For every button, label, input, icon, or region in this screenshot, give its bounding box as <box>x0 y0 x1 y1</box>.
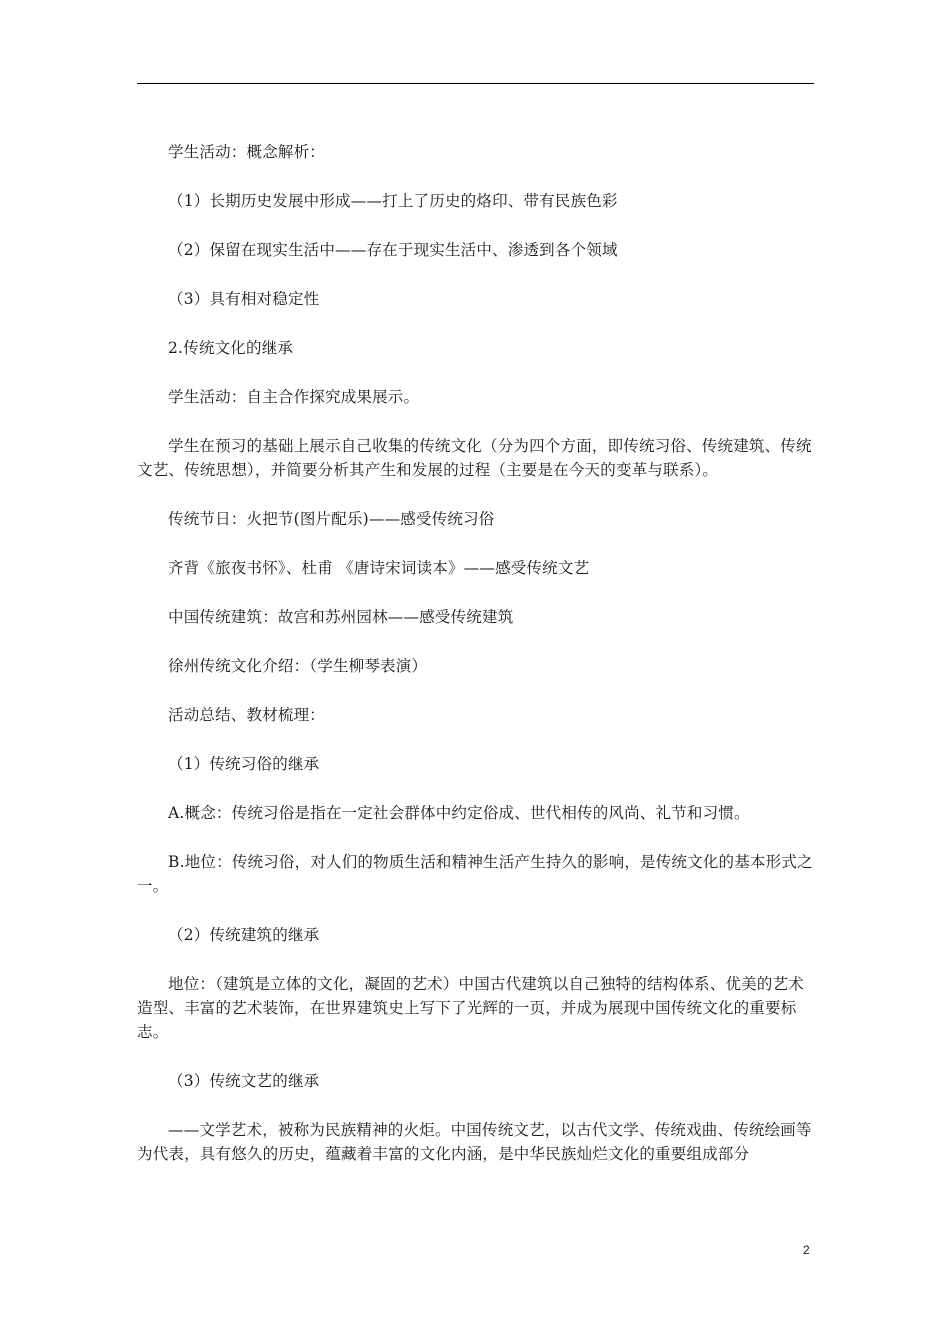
paragraph: 学生在预习的基础上展示自己收集的传统文化（分为四个方面，即传统习俗、传统建筑、传统文艺、传统思想），并简要分析其产生和发展的过程（主要是在今天的变革与联系）。 <box>137 437 812 479</box>
document-body <box>137 140 817 1191</box>
subsection-heading: （2）传统建筑的继承 <box>168 926 320 944</box>
subsection-heading: （3）传统文艺的继承 <box>168 1072 320 1090</box>
paragraph: 齐背《旅夜书怀》、杜甫 《唐诗宋词读本》——感受传统文艺 <box>168 559 590 577</box>
paragraph: （2）保留在现实生活中——存在于现实生活中、渗透到各个领域 <box>168 241 618 259</box>
paragraph: ——文学艺术，被称为民族精神的火炬。中国传统文艺，以古代文学、传统戏曲、传统绘画等为代表，具有悠久的历史，蕴藏着丰富的文化内涵，是中华民族灿烂文化的重要组成部分 <box>137 1121 812 1163</box>
paragraph: 活动总结、教材梳理： <box>168 706 326 724</box>
paragraph: 学生活动：概念解析： <box>168 143 326 161</box>
paragraph: A.概念：传统习俗是指在一定社会群体中约定俗成、世代相传的风尚、礼节和习惯。 <box>168 804 750 822</box>
paragraph: 中国传统建筑：故宫和苏州园林——感受传统建筑 <box>168 608 514 626</box>
paragraph: 徐州传统文化介绍：（学生柳琴表演） <box>168 657 428 675</box>
paragraph: 学生活动：自主合作探究成果展示。 <box>168 388 420 406</box>
paragraph: （1）长期历史发展中形成——打上了历史的烙印、带有民族色彩 <box>168 192 618 210</box>
page-number: 2 <box>803 1243 810 1257</box>
paragraph: B.地位：传统习俗，对人们的物质生活和精神生活产生持久的影响，是传统文化的基本形式之一。 <box>137 853 813 895</box>
section-heading: 2.传统文化的继承 <box>168 339 294 357</box>
paragraph: 传统节日：火把节(图片配乐)——感受传统习俗 <box>168 510 495 528</box>
header-rule <box>137 83 814 84</box>
paragraph: 地位：（建筑是立体的文化，凝固的艺术）中国古代建筑以自己独特的结构体系、优美的艺术造型、丰富的艺术装饰，在世界建筑史上写下了光辉的一页，并成为展现中国传统文化的重要标志。 <box>137 975 804 1041</box>
subsection-heading: （1）传统习俗的继承 <box>168 755 320 773</box>
paragraph: （3）具有相对稳定性 <box>168 290 320 308</box>
